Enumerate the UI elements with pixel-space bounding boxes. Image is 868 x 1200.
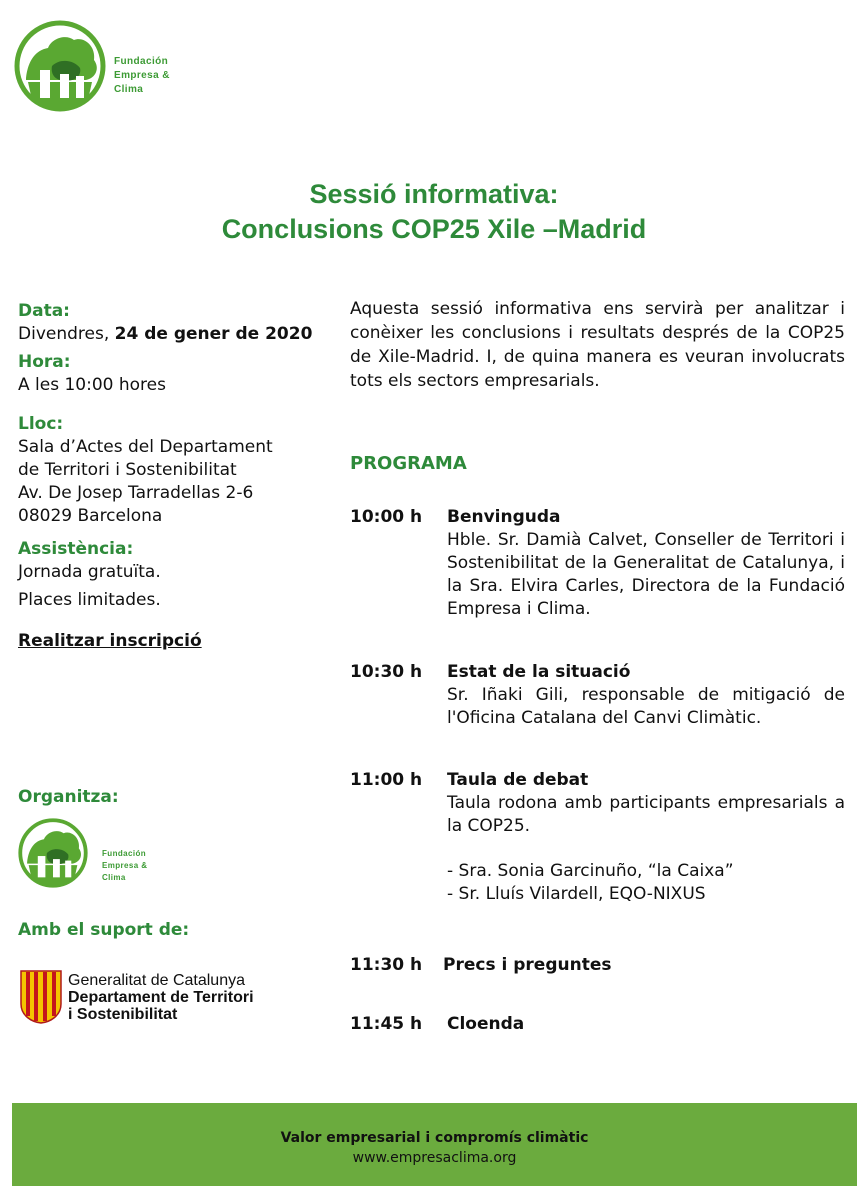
program-time: 10:30 h xyxy=(350,662,423,682)
program-desc: Hble. Sr. Damià Calvet, Conseller de Territori i Sostenibilitat de la Generalitat de Catalunya, i la Sra. Elvira Carles, Directora de la Fundació Empresa i Clima. xyxy=(447,530,845,619)
logo-small-line-1: Fundación xyxy=(102,849,147,858)
intro-paragraph: Aquesta sessió informativa ens servirà per analitzar i conèixer les conclusions i resultats després de la COP25 de Xile-Madrid. I, de quina manera es veuran involucrats tots els sectors empresarials. xyxy=(350,299,845,391)
program-item xyxy=(350,661,845,730)
organizer-logo xyxy=(18,818,178,890)
footer-tagline: Valor empresarial i compromís climàtic xyxy=(280,1130,589,1146)
program-time: 11:30 h xyxy=(350,955,423,975)
place-label: Lloc: xyxy=(18,414,64,434)
title-line-1: Sessió informativa: xyxy=(309,179,559,209)
date-label: Data: xyxy=(18,301,70,321)
program-time: 10:00 h xyxy=(350,507,423,527)
program-title: Cloenda xyxy=(447,1014,525,1034)
logo-line-3: Clima xyxy=(114,84,144,95)
gencat-line-1: Generalitat de Catalunya xyxy=(68,972,245,989)
gencat-line-3: i Sostenibilitat xyxy=(68,1006,178,1023)
logo-small-line-2: Empresa & xyxy=(102,861,148,870)
program-item xyxy=(350,954,845,977)
program-title: Benvinguda xyxy=(447,507,561,527)
program-time: 11:00 h xyxy=(350,770,423,790)
title-line-2: Conclusions COP25 Xile –Madrid xyxy=(221,214,647,244)
page-title xyxy=(0,177,868,247)
fundacion-logo-small-icon xyxy=(18,818,88,888)
program-participant: - Sra. Sonia Garcinuño, “la Caixa” xyxy=(447,861,734,881)
senyera-icon xyxy=(20,970,62,1024)
program-item xyxy=(350,1013,845,1036)
place-line-2: de Territori i Sostenibilitat xyxy=(18,460,237,480)
footer-website[interactable]: www.empresaclima.org xyxy=(352,1150,517,1166)
logo-line-1: Fundación xyxy=(114,56,169,67)
time-label: Hora: xyxy=(18,352,71,372)
attendance-label: Assistència: xyxy=(18,539,134,559)
time-value: A les 10:00 hores xyxy=(18,375,166,395)
logo-text xyxy=(114,55,170,97)
date-prefix: Divendres, xyxy=(18,324,115,344)
logo-text-small xyxy=(102,848,147,884)
program-desc: Taula rodona amb participants empresarials a la COP25. xyxy=(447,793,845,836)
gencat-line-2: Departament de Territori xyxy=(68,989,254,1006)
attendance-line-2: Places limitades. xyxy=(18,590,161,610)
program-heading: PROGRAMA xyxy=(350,453,467,474)
place-line-1: Sala d’Actes del Departament xyxy=(18,437,273,457)
place-line-4: 08029 Barcelona xyxy=(18,506,163,526)
gencat-logo xyxy=(20,968,310,1028)
attendance-line-1: Jornada gratuïta. xyxy=(18,562,161,582)
event-details xyxy=(18,300,318,653)
program-time: 11:45 h xyxy=(350,1014,423,1034)
support-label: Amb el suport de: xyxy=(18,920,190,940)
program-item xyxy=(350,506,845,621)
organizer-label: Organitza: xyxy=(18,787,119,807)
place-line-3: Av. De Josep Tarradellas 2-6 xyxy=(18,483,254,503)
program-desc: Sr. Iñaki Gili, responsable de mitigació de l'Oficina Catalana del Canvi Climàtic. xyxy=(447,685,845,728)
fundacion-logo-icon xyxy=(14,20,106,112)
logo-line-2: Empresa & xyxy=(114,70,170,81)
logo-header xyxy=(10,18,190,113)
program-title: Taula de debat xyxy=(447,770,589,790)
gencat-text xyxy=(68,972,254,1023)
date-value xyxy=(18,323,318,346)
program-title: Precs i preguntes xyxy=(443,955,612,975)
program-item xyxy=(350,769,845,906)
footer-banner xyxy=(12,1103,857,1186)
program-title: Estat de la situació xyxy=(447,662,631,682)
register-link[interactable]: Realitzar inscripció xyxy=(18,631,202,651)
date-bold: 24 de gener de 2020 xyxy=(114,324,313,344)
program-participant: - Sr. Lluís Vilardell, EQO-NIXUS xyxy=(447,884,706,904)
logo-small-line-3: Clima xyxy=(102,873,126,882)
